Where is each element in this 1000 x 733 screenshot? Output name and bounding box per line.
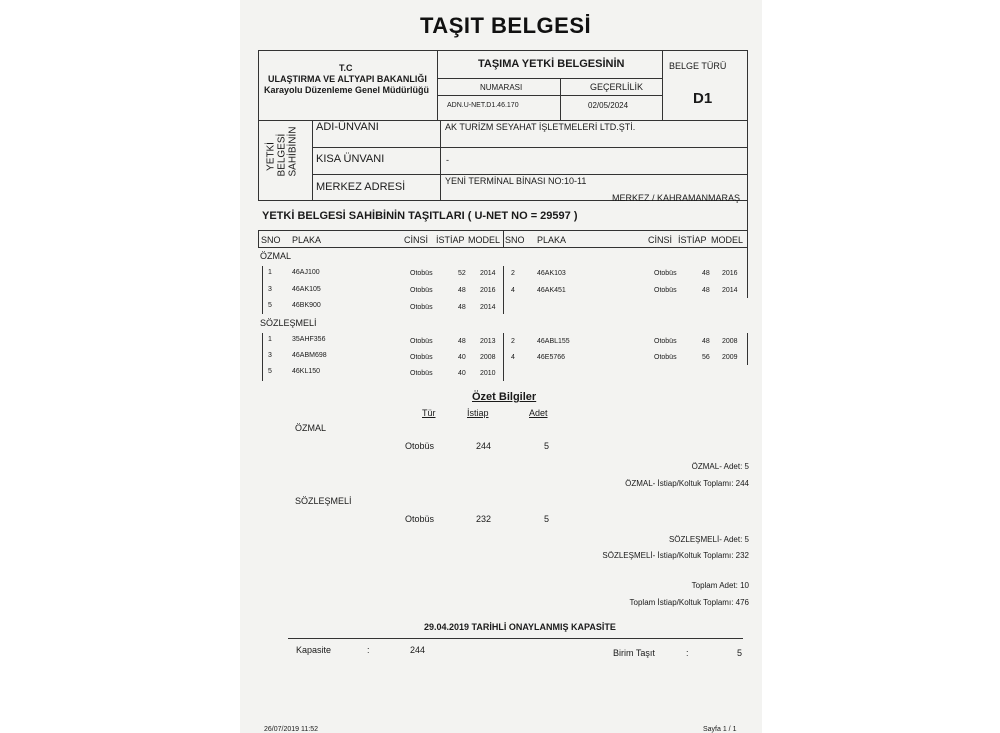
footer-printed-at: 26/07/2019 11:52 <box>264 726 318 733</box>
holder-short-value: - <box>446 155 449 165</box>
row-plaka: 46KL150 <box>292 368 321 375</box>
summary-total-count: Toplam Adet: 10 <box>691 581 749 590</box>
approval-unit-value: 5 <box>737 648 743 658</box>
validity-label: GEÇERLİLİK <box>590 82 644 92</box>
approval-unit-label: Birim Taşıt <box>613 648 655 658</box>
col-cinsi-right: CİNSİ <box>648 235 673 245</box>
row-model: 2014 <box>722 287 738 294</box>
header-inner-line-2 <box>437 95 662 96</box>
col-model-left: MODEL <box>468 235 501 245</box>
row-sno: 1 <box>268 269 272 276</box>
number-value: ADN.U-NET.D1.46.170 <box>447 102 519 109</box>
ozmal-mid-border <box>503 266 504 314</box>
row-cinsi: Otobüs <box>654 338 677 345</box>
row-istiap: 40 <box>458 354 466 361</box>
row-cinsi: Otobüs <box>410 354 433 361</box>
footer-page: Sayfa 1 / 1 <box>703 726 737 733</box>
col-sno-left: SNO <box>261 235 281 245</box>
vehicles-title: YETKİ BELGESİ SAHİBİNİN TAŞITLARI ( U-NET NO = 29597 ) <box>262 210 578 222</box>
summary-sozlesmeli-capacity-text: SÖZLEŞMELİ- İstiap/Koltuk Toplamı: 232 <box>602 551 749 560</box>
row-istiap: 40 <box>458 370 466 377</box>
sozlesmeli-mid-border <box>503 333 504 381</box>
ozmal-right-border <box>747 266 748 298</box>
number-label: NUMARASI <box>480 83 523 92</box>
row-sno: 4 <box>511 354 515 361</box>
row-model: 2008 <box>480 354 496 361</box>
row-istiap: 48 <box>702 287 710 294</box>
summary-sozlesmeli-capacity: 232 <box>476 514 492 524</box>
holder-side-line-3: SAHİBİNİN <box>287 126 299 177</box>
vehicles-header-mid <box>503 230 504 247</box>
row-istiap: 48 <box>458 304 466 311</box>
header-border-top <box>258 50 748 51</box>
row-plaka: 46AJ100 <box>292 269 320 276</box>
row-model: 2016 <box>722 270 738 277</box>
row-cinsi: Otobüs <box>654 287 677 294</box>
row-model: 2014 <box>480 270 496 277</box>
holder-name-value: AK TURİZM SEYAHAT İŞLETMELERİ LTD.ŞTİ. <box>445 122 636 132</box>
row-plaka: 46AK103 <box>537 270 566 277</box>
authority-header: TAŞIMA YETKİ BELGESİNİN <box>478 58 625 70</box>
group-label-ozmal: ÖZMAL <box>260 251 292 261</box>
row-sno: 2 <box>511 270 515 277</box>
row-plaka: 46E5766 <box>537 354 566 361</box>
row-sno: 3 <box>268 352 272 359</box>
col-istiap-left: İSTİAP <box>436 235 465 245</box>
approval-capacity-label: Kapasite <box>296 645 332 655</box>
holder-value-divider <box>440 120 441 200</box>
ministry-name: ULAŞTIRMA VE ALTYAPI BAKANLIĞI <box>268 74 427 84</box>
holder-name-label: ADI-ÜNVANI <box>316 121 379 133</box>
summary-sozlesmeli-type: Otobüs <box>405 514 435 524</box>
ministry-tc: T.C <box>339 63 353 73</box>
sozlesmeli-left-border <box>262 333 263 381</box>
approval-capacity-sep: : <box>367 645 370 655</box>
header-border-left <box>258 50 259 120</box>
row-sno: 2 <box>511 338 515 345</box>
row-plaka: 46AK451 <box>537 287 566 294</box>
row-cinsi: Otobüs <box>654 270 677 277</box>
row-istiap: 52 <box>458 270 466 277</box>
row-sno: 1 <box>268 336 272 343</box>
ministry-department: Karayolu Düzenleme Genel Müdürlüğü <box>264 85 430 95</box>
summary-ozmal-count: 5 <box>544 441 550 451</box>
header-inner-divider <box>560 78 561 120</box>
summary-ozmal-count-text: ÖZMAL- Adet: 5 <box>691 462 749 471</box>
holder-address-line2: MERKEZ / KAHRAMANMARAŞ <box>612 193 741 203</box>
row-cinsi: Otobüs <box>410 304 433 311</box>
vehicles-header-left <box>258 230 259 247</box>
summary-col-capacity: İstiap <box>467 408 489 418</box>
row-model: 2010 <box>480 370 496 377</box>
summary-group-sozlesmeli: SÖZLEŞMELİ <box>295 496 352 506</box>
holder-border-left <box>258 120 259 200</box>
row-istiap: 48 <box>458 287 466 294</box>
row-model: 2014 <box>480 304 496 311</box>
approval-unit-sep: : <box>686 648 689 658</box>
header-divider-2 <box>662 50 663 120</box>
row-plaka: 46BK900 <box>292 302 321 309</box>
header-inner-line-1 <box>437 78 662 79</box>
holder-row-line-2 <box>312 174 747 175</box>
row-istiap: 48 <box>458 338 466 345</box>
row-plaka: 46AK105 <box>292 286 321 293</box>
row-istiap: 48 <box>702 270 710 277</box>
row-plaka: 35AHF356 <box>292 336 326 343</box>
summary-title: Özet Bilgiler <box>472 391 537 403</box>
summary-group-ozmal: ÖZMAL <box>295 423 327 433</box>
row-cinsi: Otobüs <box>410 270 433 277</box>
doc-type-label: BELGE TÜRÜ <box>669 61 727 71</box>
row-cinsi: Otobüs <box>410 370 433 377</box>
holder-row-line-1 <box>312 147 747 148</box>
row-model: 2008 <box>722 338 738 345</box>
holder-side-label <box>265 126 299 177</box>
document-title: TAŞIT BELGESİ <box>420 13 592 38</box>
approval-divider <box>288 638 743 639</box>
row-cinsi: Otobüs <box>654 354 677 361</box>
row-sno: 5 <box>268 368 272 375</box>
row-cinsi: Otobüs <box>410 287 433 294</box>
summary-ozmal-capacity-text: ÖZMAL- İstiap/Koltuk Toplamı: 244 <box>625 479 749 488</box>
approval-capacity-value: 244 <box>410 645 426 655</box>
row-istiap: 56 <box>702 354 710 361</box>
row-model: 2009 <box>722 354 738 361</box>
holder-address-line1: YENİ TERMİNAL BİNASI NO:10-11 <box>445 176 587 186</box>
col-istiap-right: İSTİAP <box>678 235 707 245</box>
summary-total-capacity: Toplam İstiap/Koltuk Toplamı: 476 <box>629 598 749 607</box>
row-cinsi: Otobüs <box>410 338 433 345</box>
row-model: 2013 <box>480 338 496 345</box>
col-plaka-right: PLAKA <box>537 235 567 245</box>
row-sno: 5 <box>268 302 272 309</box>
summary-col-count: Adet <box>529 408 548 418</box>
col-sno-right: SNO <box>505 235 525 245</box>
summary-sozlesmeli-count: 5 <box>544 514 550 524</box>
row-plaka: 46ABM698 <box>292 352 327 359</box>
holder-side-line-1: YETKİ <box>265 142 277 171</box>
holder-side-line-2: BELGESİ <box>276 133 288 177</box>
holder-address-label: MERKEZ ADRESİ <box>316 181 406 193</box>
sozlesmeli-right-border <box>747 333 748 365</box>
summary-ozmal-capacity: 244 <box>476 441 492 451</box>
holder-label-divider <box>312 120 313 200</box>
vehicles-header-bottom <box>258 247 748 248</box>
validity-value: 02/05/2024 <box>588 101 629 110</box>
holder-short-label: KISA ÜNVANI <box>316 153 385 165</box>
doc-type-value: D1 <box>693 90 713 107</box>
ozmal-left-border <box>262 266 263 314</box>
row-sno: 3 <box>268 286 272 293</box>
summary-ozmal-type: Otobüs <box>405 441 435 451</box>
col-cinsi-left: CİNSİ <box>404 235 429 245</box>
summary-col-type: Tür <box>422 408 436 418</box>
row-sno: 4 <box>511 287 515 294</box>
approval-title: 29.04.2019 TARİHLİ ONAYLANMIŞ KAPASİTE <box>424 622 616 632</box>
header-border-right <box>747 50 748 288</box>
col-model-right: MODEL <box>711 235 744 245</box>
row-plaka: 46ABL155 <box>537 338 570 345</box>
row-istiap: 48 <box>702 338 710 345</box>
col-plaka-left: PLAKA <box>292 235 322 245</box>
row-model: 2016 <box>480 287 496 294</box>
group-label-sozlesmeli: SÖZLEŞMELİ <box>260 318 317 328</box>
summary-sozlesmeli-count-text: SÖZLEŞMELİ- Adet: 5 <box>668 535 749 544</box>
header-divider-1 <box>437 50 438 120</box>
